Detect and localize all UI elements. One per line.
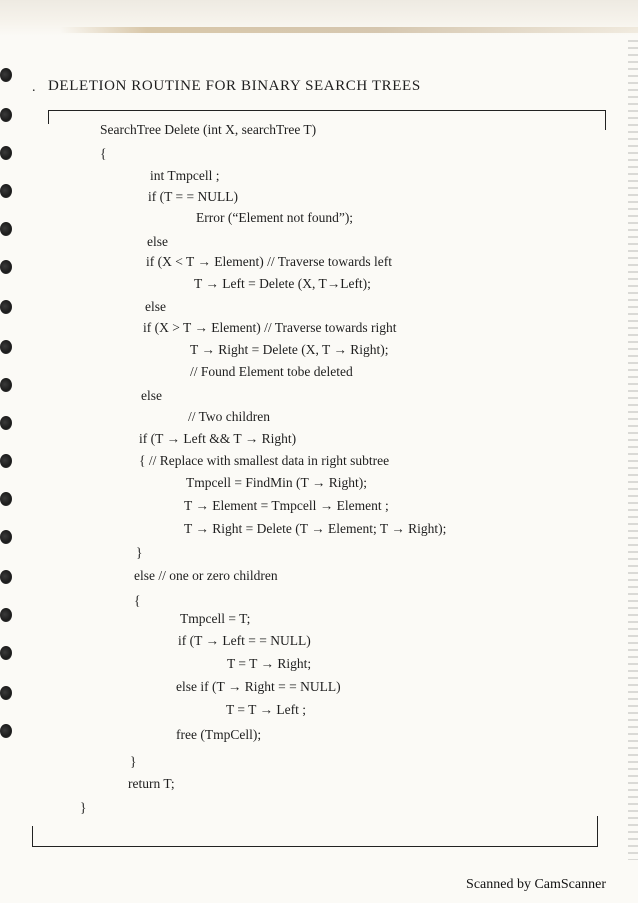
scan-edge-noise [628,40,638,860]
code-line: T → Left = Delete (X, T→Left); [194,276,371,291]
code-line: // Found Element tobe deleted [190,364,353,379]
frame-top-line [48,110,606,111]
code-line: if (X > T → Element) // Traverse towards right [143,320,397,335]
scanner-watermark: Scanned by CamScanner [466,877,606,892]
code-line: T = T → Left ; [226,702,306,717]
binding-hole [0,378,12,392]
page-title: DELETION ROUTINE FOR BINARY SEARCH TREES [48,78,421,94]
code-line: T → Right = Delete (T → Element; T → Right); [184,521,447,536]
code-line: Error (“Element not found”); [196,210,354,225]
binding-hole [0,608,12,622]
binding-hole [0,724,12,738]
binding-hole [0,222,12,236]
binding-hole [0,108,12,122]
code-line: Tmpcell = FindMin (T → Right); [186,475,367,490]
code-line: return T; [128,776,175,791]
binding-hole [0,530,12,544]
code-line: } [130,754,137,769]
code-line: if (T = = NULL) [148,189,238,204]
frame-bottom-line [32,846,598,847]
code-line: { [100,146,107,161]
code-line: else [145,299,166,314]
binding-hole [0,68,12,82]
code-line: // Two children [188,409,271,424]
code-line: } [136,545,143,560]
code-line: int Tmpcell ; [150,168,220,183]
frame-top-left-tick [48,110,49,124]
paper-tear [60,27,638,33]
code-line: Tmpcell = T; [180,611,251,626]
frame-bottom-left-tick [32,826,33,846]
code-line: else [141,388,162,403]
code-line: { [134,593,141,608]
binding-hole [0,146,12,160]
code-line: SearchTree Delete (int X, searchTree T) [100,122,317,137]
binding-hole [0,340,12,354]
binding-hole [0,184,12,198]
frame-bottom-right-tick [597,816,598,846]
binding-hole [0,646,12,660]
code-line: T → Right = Delete (X, T → Right); [190,342,389,357]
binding-hole [0,686,12,700]
binding-hole [0,416,12,430]
code-line: { // Replace with smallest data in right subtree [139,453,390,468]
code-line: if (X < T → Element) // Traverse towards left [146,254,392,269]
code-line: T → Element = Tmpcell → Element ; [184,498,389,513]
code-line: if (T → Left && T → Right) [139,431,297,446]
code-line: } [80,800,87,815]
binding-hole [0,454,12,468]
code-line: else if (T → Right = = NULL) [176,679,341,694]
frame-top-right-tick [605,110,606,130]
code-line: else // one or zero children [134,568,278,583]
code-line: free (TmpCell); [176,727,262,742]
binding-hole [0,260,12,274]
code-line: else [147,234,168,249]
title-bullet: . [32,80,36,95]
code-line: if (T → Left = = NULL) [178,633,311,648]
binding-holes [0,60,16,760]
binding-hole [0,570,12,584]
binding-hole [0,492,12,506]
binding-hole [0,300,12,314]
code-line: T = T → Right; [227,656,312,671]
